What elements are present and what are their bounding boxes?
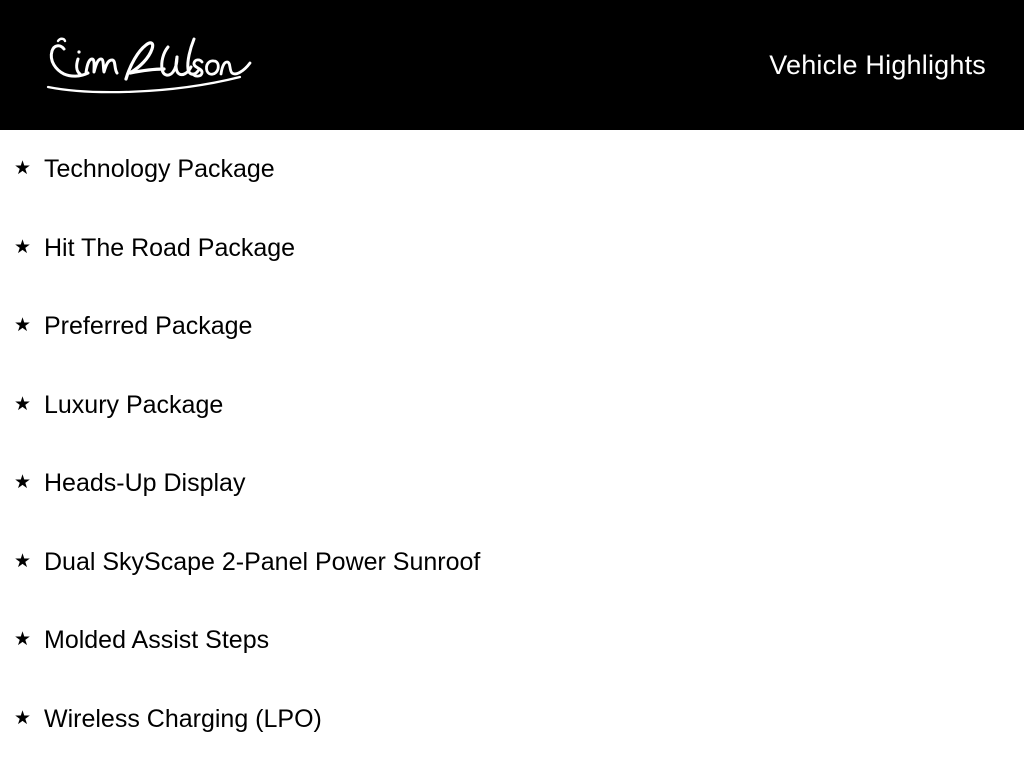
jim-hudson-script-logo — [18, 29, 258, 101]
list-item — [14, 523, 1024, 602]
list-item — [14, 366, 1024, 445]
list-item — [14, 287, 1024, 366]
list-item-label: Molded Assist Steps — [44, 626, 270, 654]
star-bullet-icon: ★ — [14, 472, 32, 493]
slide-header — [0, 0, 1024, 130]
star-bullet-icon: ★ — [14, 158, 32, 179]
list-item — [14, 209, 1024, 288]
list-item-label: Wireless Charging (LPO) — [44, 704, 322, 733]
star-bullet-icon: ★ — [14, 315, 32, 336]
star-bullet-icon: ★ — [14, 393, 32, 415]
list-item — [14, 680, 1024, 759]
vehicle-highlights-list — [14, 130, 1024, 758]
list-item-label: Heads-Up Display — [44, 469, 246, 497]
list-item-label: Luxury Package — [44, 390, 224, 419]
page-title: Vehicle Highlights — [769, 49, 986, 80]
list-item — [14, 601, 1024, 680]
list-item — [14, 444, 1024, 523]
list-item-label: Technology Package — [44, 155, 275, 183]
star-bullet-icon: ★ — [14, 236, 32, 258]
star-bullet-icon: ★ — [14, 707, 32, 729]
list-item-label: Dual SkyScape 2-Panel Power Sunroof — [44, 547, 481, 576]
slide-content — [0, 130, 1024, 758]
list-item-label: Hit The Road Package — [44, 233, 296, 262]
star-bullet-icon: ★ — [14, 550, 32, 572]
list-item — [14, 130, 1024, 209]
star-bullet-icon: ★ — [14, 629, 32, 650]
list-item-label: Preferred Package — [44, 312, 253, 340]
